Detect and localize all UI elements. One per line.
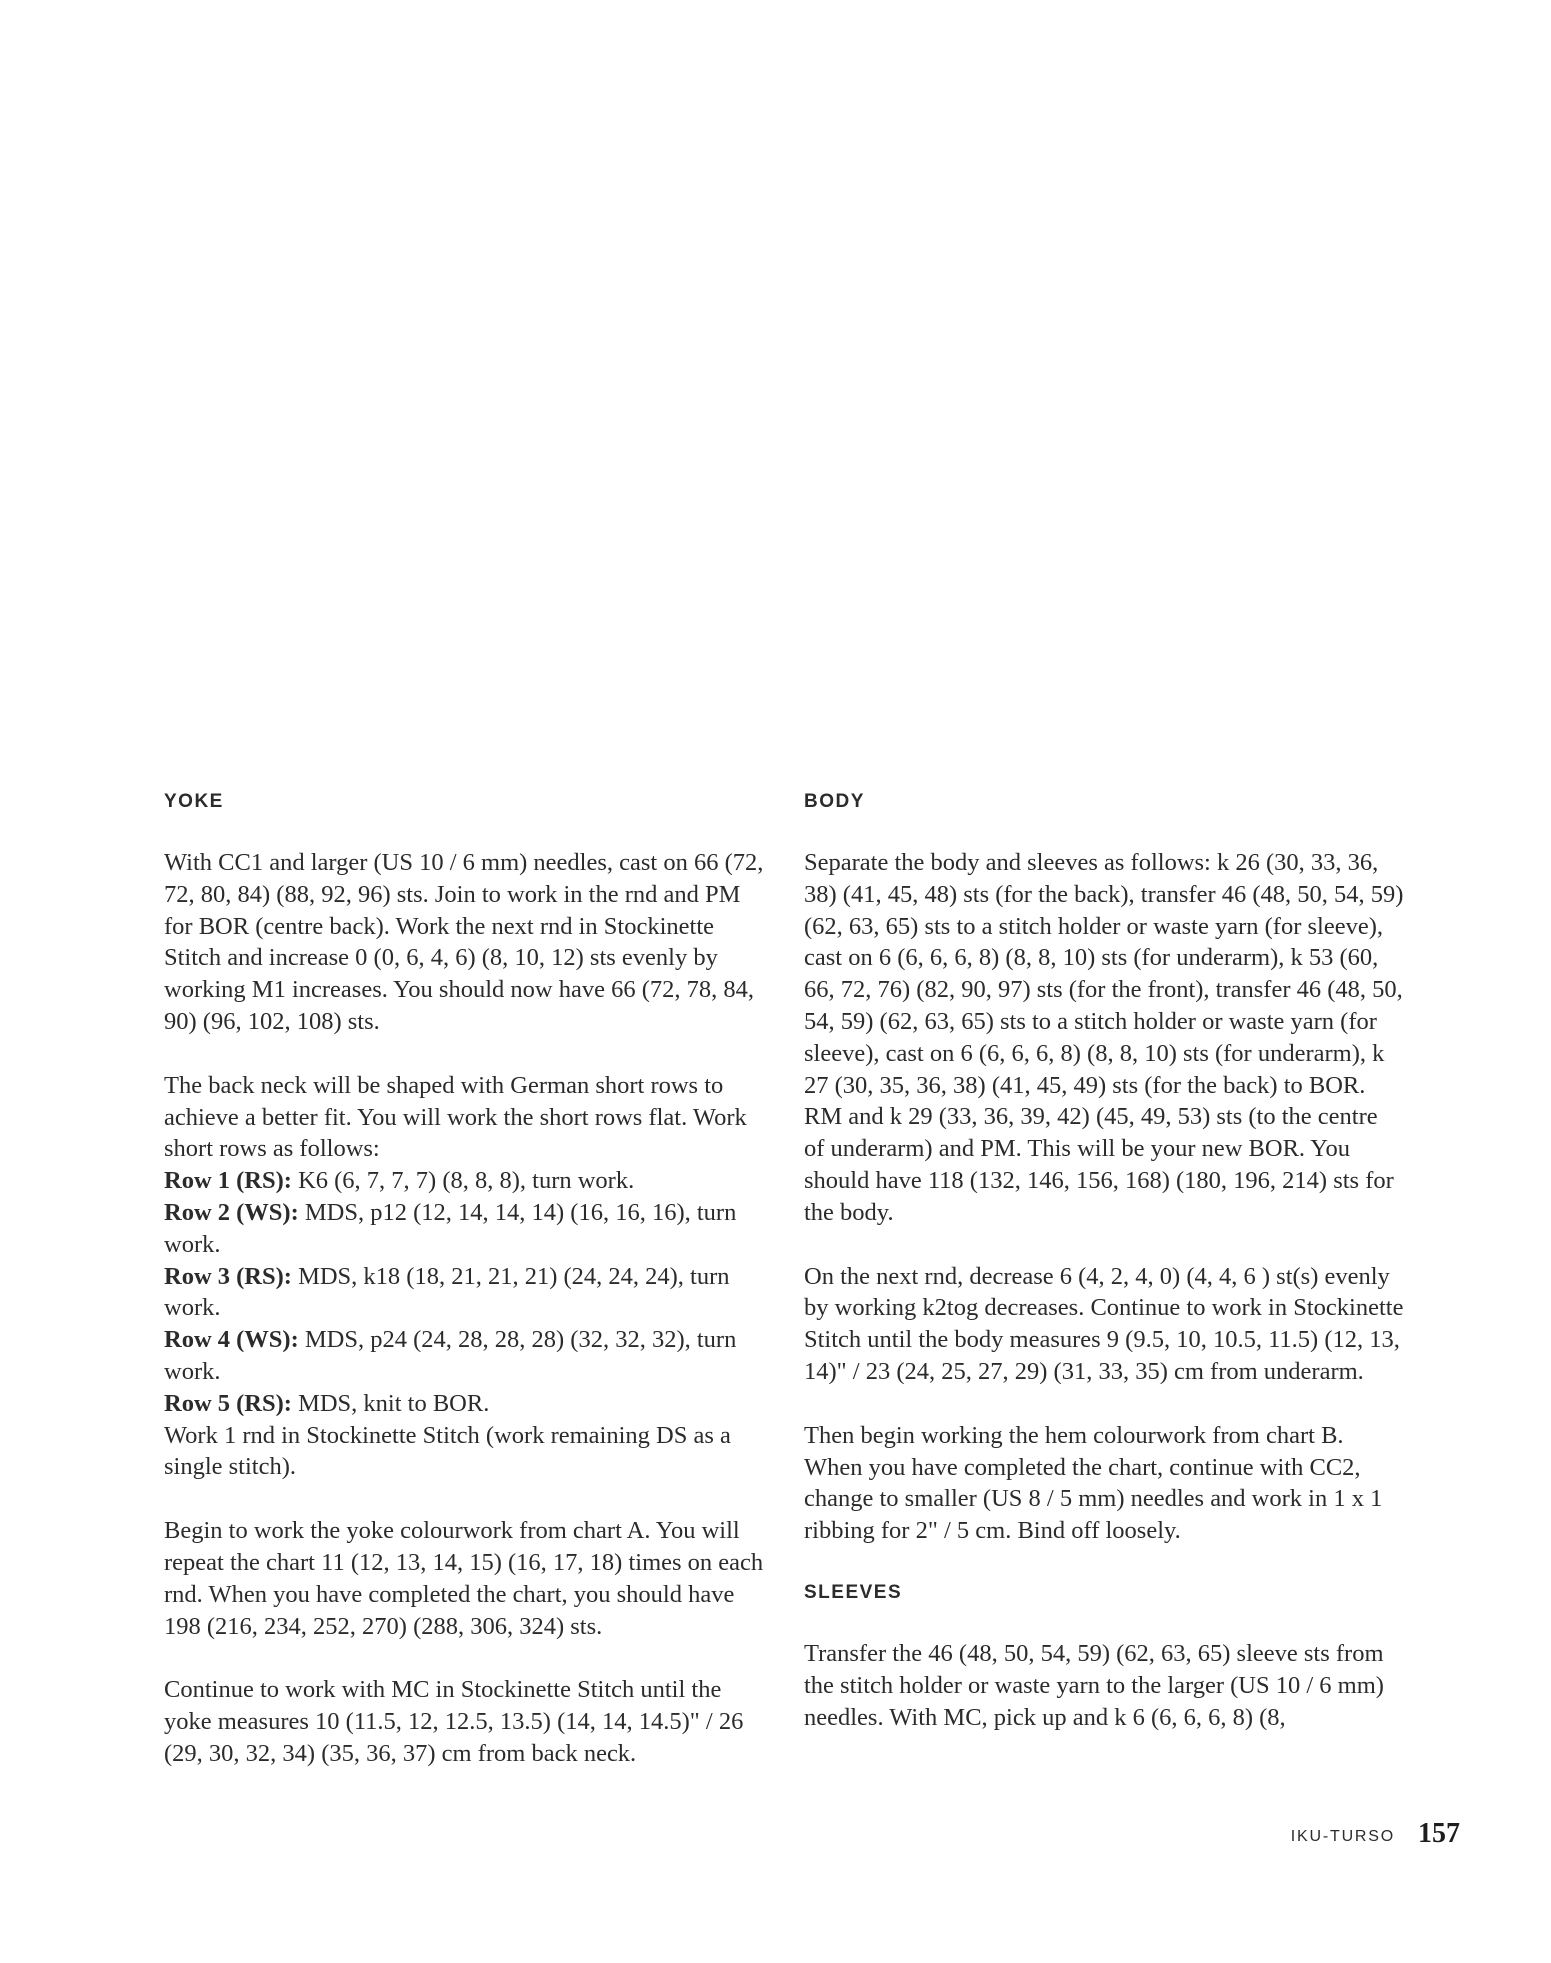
yoke-paragraph-stockinette: Continue to work with MC in Stockinette Stitch until the yoke measures 10 (11.5, 12, 12.5, 13.5) (14, 14, 14.5)" / 26 (29, 30, 32, 34) (35, 36, 37) cm from back neck. (164, 1676, 744, 1767)
body-paragraph-separate: Separate the body and sleeves as follows: k 26 (30, 33, 36, 38) (41, 45, 48) sts (for the back), transfer 46 (48, 50, 54, 59) (62, 63, 65) sts to a stitch holder or waste yarn (for sleeve), cast on 6 (6, 6, 6, 8) (8, 8, 10) sts (for underarm), k 53 (60, 66, 72, 76) (82, 90, 97) sts (for the front), transfer 46 (48, 50, 54, 59) (62, 63, 65) sts to a stitch holder or waste yarn (for sleeve), cast on 6 (6, 6, 6, 8) (8, 8, 10) sts (for underarm), k 27 (30, 35, 36, 38) (41, 45, 49) sts (for the back) to BOR. RM and k 29 (33, 36, 39, 42) (45, 49, 53) sts (to the centre of underarm) and PM. This will be your new BOR. You should have 118 (132, 146, 156, 168) (180, 196, 214) sts for the body. (804, 849, 1404, 1226)
row-text: MDS, p24 (24, 28, 28, 28) (32, 32, 32), turn work. (164, 1326, 737, 1385)
sleeves-paragraph-transfer: Transfer the 46 (48, 50, 54, 59) (62, 63, 65) sleeve sts from the stitch holder or waste yarn to the larger (US 10 / 6 mm) needles. With MC, pick up and k 6 (6, 6, 6, 8) (8, (804, 1639, 1384, 1731)
short-rows-block (164, 1070, 764, 1483)
left-column (164, 790, 764, 1770)
page-footer (1250, 1818, 1460, 1858)
short-row-3 (164, 1261, 764, 1325)
row-label: Row 4 (WS): (164, 1326, 299, 1354)
yoke-paragraph-colourwork: Begin to work the yoke colourwork from chart A. You will repeat the chart 11 (12, 13, 14, 15) (16, 17, 18) times on each rnd. When you have completed the chart, you should have 198 (216, 234, 252, 270) (288, 306, 324) sts. (164, 1517, 764, 1640)
right-column (804, 790, 1404, 1733)
body-paragraph-hem: Then begin working the hem colourwork from chart B. When you have completed the chart, continue with CC2, change to smaller (US 8 / 5 mm) needles and work in 1 x 1 ribbing for 2" / 5 cm. Bind off loosely. (804, 1421, 1383, 1545)
row-label: Row 2 (WS): (164, 1198, 299, 1226)
row-text: MDS, p12 (12, 14, 14, 14) (16, 16, 16), turn work. (164, 1198, 737, 1258)
section-heading-yoke: YOKE (164, 791, 224, 812)
short-rows-outro: Work 1 rnd in Stockinette Stitch (work remaining DS as a single stitch). (164, 1421, 731, 1481)
row-text: K6 (6, 7, 7, 7) (8, 8, 8), turn work. (291, 1167, 635, 1195)
short-rows-intro: The back neck will be shaped with German short rows to achieve a better fit. You will work the short rows flat. Work short rows as follows: (164, 1071, 747, 1163)
short-row-5 (164, 1388, 764, 1420)
short-row-1 (164, 1165, 764, 1197)
yoke-paragraph-cast-on: With CC1 and larger (US 10 / 6 mm) needles, cast on 66 (72, 72, 80, 84) (88, 92, 96) sts. Join to work in the rnd and PM for BOR (centre back). Work the next rnd in Stockinette Stitch and increase 0 (0, 6, 4, 6) (8, 10, 12) sts evenly by working M1 increases. You should now have 66 (72, 78, 84, 90) (96, 102, 108) sts. (164, 849, 764, 1035)
section-heading-body: BODY (804, 791, 865, 812)
row-label: Row 3 (RS): (164, 1262, 292, 1290)
running-title: IKU-TURSO (1290, 1828, 1395, 1845)
short-row-2 (164, 1197, 764, 1261)
row-text: MDS, knit to BOR. (291, 1389, 490, 1417)
page-number: 157 (1418, 1818, 1460, 1849)
row-label: Row 5 (RS): (164, 1389, 292, 1417)
section-heading-sleeves: SLEEVES (804, 1581, 903, 1603)
short-row-4 (164, 1324, 764, 1388)
row-text: MDS, k18 (18, 21, 21, 21) (24, 24, 24), turn work. (164, 1262, 730, 1322)
row-label: Row 1 (RS): (164, 1167, 292, 1195)
body-paragraph-decrease: On the next rnd, decrease 6 (4, 2, 4, 0) (4, 4, 6 ) st(s) evenly by working k2tog decreases. Continue to work in Stockinette Stitch until the body measures 9 (9.5, 10, 10.5, 11.5) (12, 13, 14)" / 23 (24, 25, 27, 29) (31, 33, 35) cm from underarm. (804, 1262, 1404, 1385)
